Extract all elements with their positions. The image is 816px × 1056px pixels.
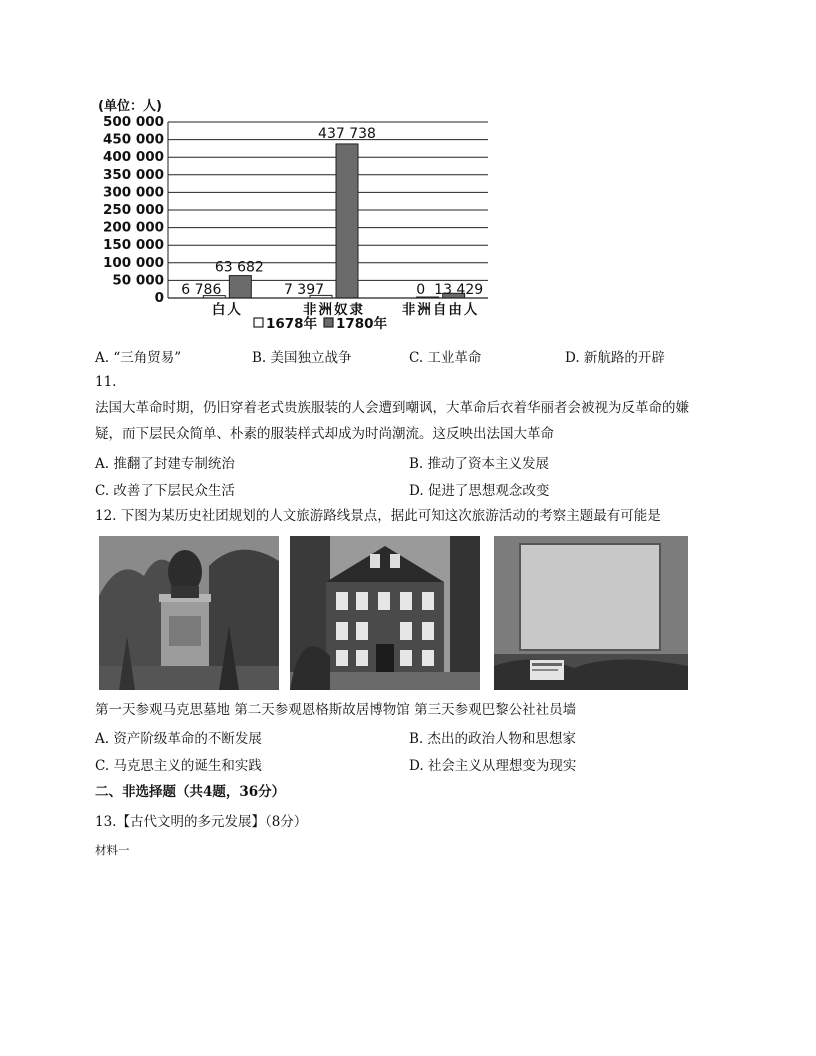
q11-option-c[interactable]: C. 改善了下层民众生活 bbox=[95, 483, 235, 499]
chart-data-label: 63 682 bbox=[214, 259, 264, 276]
chart-ytick-label: 200 000 bbox=[102, 219, 164, 236]
q11-stem-line1: 法国大革命时期，仍旧穿着老式贵族服装的人会遭到嘲讽，大革命后衣着华丽者会被视为反革命的嫌 bbox=[95, 400, 689, 416]
legend-swatch-1780 bbox=[324, 318, 333, 327]
chart-ytick-label: 450 000 bbox=[102, 131, 164, 148]
photo-engels-house bbox=[290, 536, 480, 690]
legend-swatch-1678 bbox=[254, 318, 263, 327]
q12-option-b[interactable]: B. 杰出的政治人物和思想家 bbox=[409, 731, 577, 747]
chart-ytick-label: 150 000 bbox=[102, 237, 164, 254]
chart-category-label: 非洲奴隶 bbox=[303, 302, 365, 318]
chart-bar bbox=[229, 276, 251, 298]
q11-option-d[interactable]: D. 促进了思想观念改变 bbox=[409, 483, 550, 499]
q10-option-b[interactable]: B. 美国独立战争 bbox=[252, 350, 352, 366]
chart-ytick-label: 400 000 bbox=[102, 149, 164, 166]
chart-ytick-label: 50 000 bbox=[112, 272, 164, 289]
chart-category-label: 非洲自由人 bbox=[401, 302, 480, 318]
q12-option-a[interactable]: A. 资产阶级革命的不断发展 bbox=[95, 731, 262, 747]
legend-label-1678: 1678年 bbox=[266, 316, 318, 332]
chart-ytick-label: 250 000 bbox=[102, 202, 164, 218]
chart-data-label: 13 429 bbox=[434, 282, 484, 298]
photo-communards-wall bbox=[494, 536, 688, 690]
q12-option-c[interactable]: C. 马克思主义的诞生和实践 bbox=[95, 758, 262, 774]
chart-unit-label: (单位：人) bbox=[98, 99, 162, 114]
q11-stem-line2: 疑，而下层民众简单、朴素的服装样式却成为时尚潮流。这反映出法国大革命 bbox=[95, 426, 554, 442]
chart-category-label: 白人 bbox=[211, 302, 243, 318]
population-bar-chart bbox=[92, 92, 496, 342]
chart-ytick-label: 500 000 bbox=[102, 114, 164, 130]
q10-option-c[interactable]: C. 工业革命 bbox=[409, 350, 482, 366]
chart-ytick-label: 300 000 bbox=[102, 184, 164, 201]
legend-label-1780: 1780年 bbox=[336, 316, 388, 332]
q11-number: 11. bbox=[95, 374, 117, 390]
q13-material-label: 材料一 bbox=[95, 843, 130, 857]
chart-ytick-label: 0 bbox=[154, 290, 164, 306]
q12-option-d[interactable]: D. 社会主义从理想变为现实 bbox=[409, 758, 577, 774]
q11-option-a[interactable]: A. 推翻了封建专制统治 bbox=[95, 456, 235, 472]
q11-option-b[interactable]: B. 推动了资本主义发展 bbox=[409, 456, 550, 472]
section-2-title: 二、非选择题（共4题，36分） bbox=[95, 784, 286, 800]
q12-photo-caption: 第一天参观马克思墓地 第二天参观恩格斯故居博物馆 第三天参观巴黎公社社员墙 bbox=[95, 702, 577, 718]
photo-marx-tomb bbox=[99, 536, 279, 690]
q10-option-a[interactable]: A. “三角贸易” bbox=[95, 350, 182, 366]
chart-bar bbox=[336, 144, 358, 298]
q10-option-d[interactable]: D. 新航路的开辟 bbox=[565, 350, 665, 366]
q13-title: 13.【古代文明的多元发展】（8分） bbox=[95, 814, 308, 830]
chart-data-label: 7 397 bbox=[283, 282, 325, 298]
chart-data-label: 437 738 bbox=[318, 125, 376, 142]
chart-ytick-label: 350 000 bbox=[102, 166, 164, 183]
chart-svg bbox=[92, 92, 496, 342]
chart-ytick-label: 100 000 bbox=[102, 254, 164, 271]
chart-data-label: 6 786 bbox=[181, 282, 222, 298]
q12-stem: 12. 下图为某历史社团规划的人文旅游路线景点，据此可知这次旅游活动的考察主题最有可能是 bbox=[95, 508, 661, 524]
chart-data-label: 0 bbox=[416, 282, 426, 298]
